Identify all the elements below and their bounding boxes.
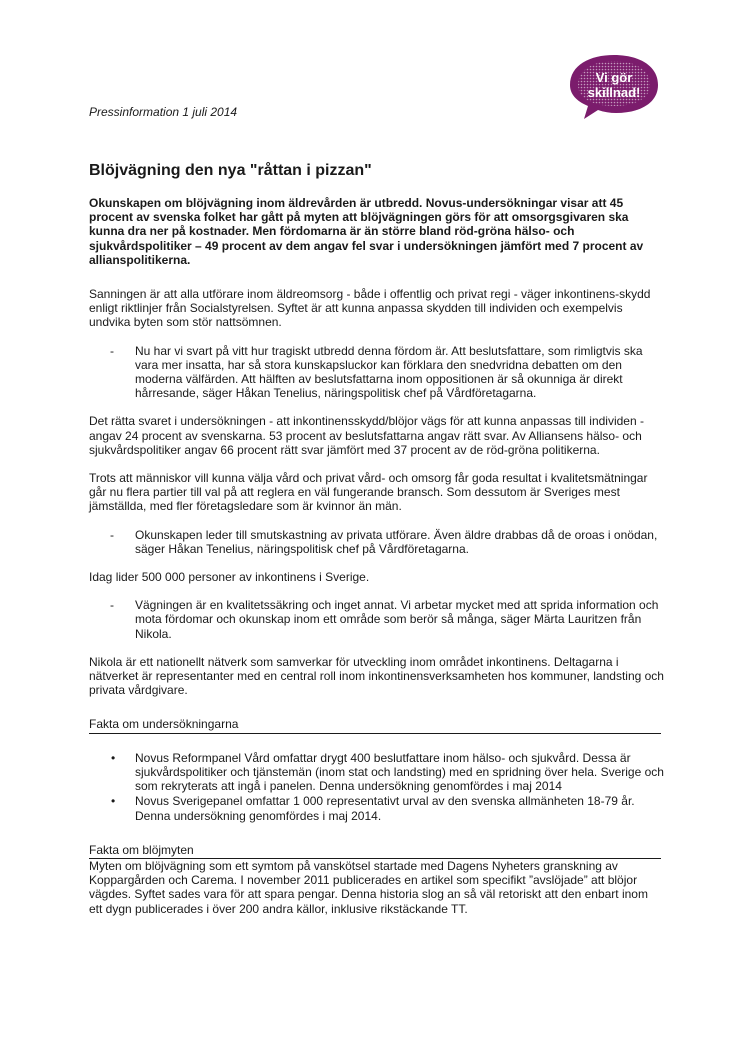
vi-gor-skillnad-logo [568, 53, 660, 121]
press-info-date: Pressinformation 1 juli 2014 [89, 105, 238, 119]
paragraph-4: Idag lider 500 000 personer av inkontinens i Sverige. [89, 570, 370, 585]
paragraph-3: Trots att människor vill kunna välja vård och privat vård- och omsorg får goda resultat i kvalitetsmätningar går nu flera partier till val på att reglera en väl fungerande bransch. Som dessutom är Sveriges mest jämställda, med fler företagsledare som är kvinnor än män. [89, 471, 648, 514]
facts-item-1: Novus Reformpanel Vård omfattar drygt 400 beslutfattare inom hälso- och sjukvård. Dessa är sjukvårdspolitiker och tjänstemän (inom stat och landsting) med en spridning över hela. Sverige och som rekryterats att ingå i panelen. Denna undersökning genomfördes i maj 2014 [135, 750, 664, 794]
dash-mark: - [110, 343, 114, 358]
lead-paragraph: Okunskapen om blöjvägning inom äldrevården är utbredd. Novus-undersökningar visar att 45 procent av svenska folket har gått på myten att blöjvägningen görs för att omsorgsgivaren ska kunna dra ner på kostnader. Men fördomarna är än större bland röd-gröna hälso- och sjukvårdspolitiker – 49 procent av dem angav fel svar i undersökningen jämfört med 7 procent av allianspolitikerna. [89, 196, 644, 267]
facts-item-2: Novus Sverigepanel omfattar 1 000 representativt urval av den svenska allmänheten 18-79 år. Denna undersökning genomfördes i maj 2014. [135, 794, 635, 823]
quote-2 [89, 528, 664, 556]
facts-heading: Fakta om undersökningarna [89, 717, 661, 733]
speech-bubble-icon [568, 53, 660, 121]
quote-3-text: Vägningen är en kvalitetssäkring och inget annat. Vi arbetar mycket med att sprida information och mota fördomar och okunskap inom ett område som berör så många, säger Märta Lauritzen från Nikola. [135, 598, 659, 641]
bullet-mark: • [111, 750, 116, 765]
dash-mark: - [110, 598, 114, 613]
quote-2-text: Okunskapen leder till smutskastning av privata utförare. Även äldre drabbas då de oroas i onödan, säger Håkan Tenelius, näringspolitisk chef på Vårdföretagarna. [135, 527, 658, 556]
quote-1-text: Nu har vi svart på vitt hur tragiskt utbredd denna fördom är. Att beslutsfattare, som rimligtvis ska vara mer insatta, har så stora kunskapsluckor kan förklara den snedvridna debatten om den moderna välfärden. Att hälften av beslutsfattarna inom oppositionen är så okunniga är direkt hårresande, säger Håkan Tenelius, näringspolitisk chef på Vårdföretagarna. [135, 343, 643, 401]
list-item [89, 794, 664, 822]
page-title: Blöjvägning den nya "råttan i pizzan" [89, 162, 372, 179]
quote-3 [89, 598, 664, 641]
facts-list [89, 751, 664, 823]
dash-mark: - [110, 527, 114, 542]
facts-section [89, 717, 664, 822]
paragraph-1: Sanningen är att alla utförare inom äldreomsorg - både i offentlig och privat regi - väger inkontinens-skydd enligt riktlinjer från Socialstyrelsen. Syftet är att kunna anpassa skydden till individen och exempelvis undvika byten som stör nattsömnen. [89, 287, 651, 330]
myth-text: Myten om blöjvägning som ett symtom på vanskötsel startade med Dagens Nyheters granskning av Koppargården och Carema. I november 2011 publicerades en artikel som specifikt ”avslöjade” att blöjor vägdes. Syftet sades vara för att spara pengar. Denna historia slog an så väl retoriskt att den enbart inom ett dygn publicerades i över 200 andra källor, inklusive rikstäckande TT. [89, 858, 648, 916]
logo-line-2: skillnad! [587, 85, 641, 100]
quote-1 [89, 344, 664, 401]
myth-section [89, 843, 664, 916]
article-body [89, 196, 664, 930]
paragraph-2: Det rätta svaret i undersökningen - att inkontinensskydd/blöjor vägs för att kunna anpassas till individen - angav 24 procent av svenskarna. 53 procent av beslutsfattarna angav rätt svar. Av Alliansens hälso- och sjukvårdspolitiker angav 66 procent rätt svar jämfört med 37 procent av de röd-gröna politikerna. [89, 414, 644, 457]
list-item [89, 751, 664, 794]
myth-heading: Fakta om blöjmyten [89, 843, 661, 859]
bullet-mark: • [111, 794, 116, 809]
logo-line-1: Vi gör [595, 70, 633, 85]
paragraph-5: Nikola är ett nationellt nätverk som samverkar för utveckling inom området inkontinens. Deltagarna i nätverket är representanter med en central roll inom inkontinensverksamheten hos kommuner, landsting och privata vårdgivare. [89, 654, 664, 698]
